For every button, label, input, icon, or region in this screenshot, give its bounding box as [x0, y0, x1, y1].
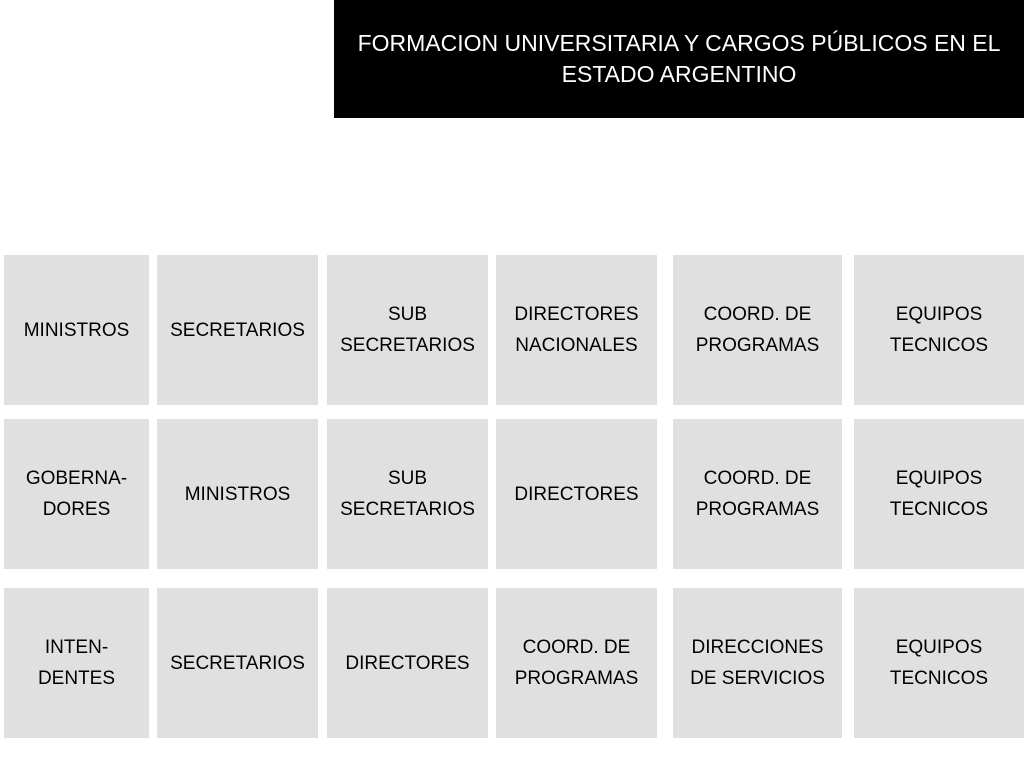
grid-cell-r2-c5 [854, 588, 1024, 738]
grid-cell-r1-c4 [673, 419, 842, 569]
cell-label: SECRETARIOS [170, 652, 305, 674]
cell-label: MINISTROS [184, 483, 291, 505]
cell-label: SUB SECRETARIOS [340, 468, 475, 520]
cell-label: COORD. DE PROGRAMAS [695, 468, 820, 520]
cell-label: EQUIPOS TECNICOS [889, 468, 989, 520]
grid-cell-r0-c2 [327, 255, 488, 405]
cell-label: SUB SECRETARIOS [340, 304, 475, 356]
grid-cell-r2-c4 [673, 588, 842, 738]
cell-label: COORD. DE PROGRAMAS [695, 304, 820, 356]
grid-cell-r1-c5 [854, 419, 1024, 569]
cell-label: COORD. DE PROGRAMAS [514, 637, 639, 689]
grid-cell-r0-c0 [4, 255, 149, 405]
grid-cell-r0-c5 [854, 255, 1024, 405]
cell-label: INTEN- DENTES [37, 637, 116, 689]
grid-cell-r2-c0 [4, 588, 149, 738]
cell-label: EQUIPOS TECNICOS [889, 304, 989, 356]
cell-label: EQUIPOS TECNICOS [889, 637, 989, 689]
cell-label: DIRECCIONES DE SERVICIOS [690, 637, 825, 689]
cell-label: DIRECTORES [514, 483, 639, 505]
grid-cell-r1-c1 [157, 419, 318, 569]
grid-cell-r0-c1 [157, 255, 318, 405]
grid-cell-r1-c2 [327, 419, 488, 569]
cell-label: GOBERNA- DORES [25, 468, 128, 520]
cell-label: SECRETARIOS [170, 319, 305, 341]
page-title: FORMACION UNIVERSITARIA Y CARGOS PÚBLICOS EN EL ESTADO ARGENTINO [357, 30, 1001, 87]
cell-label: DIRECTORES [345, 652, 470, 674]
grid-cell-r2-c2 [327, 588, 488, 738]
grid-cell-r2-c1 [157, 588, 318, 738]
grid-cell-r1-c0 [4, 419, 149, 569]
grid-cell-r1-c3 [496, 419, 657, 569]
grid-cell-r0-c4 [673, 255, 842, 405]
grid-cell-r0-c3 [496, 255, 657, 405]
cell-label: DIRECTORES NACIONALES [514, 304, 639, 356]
grid-cell-r2-c3 [496, 588, 657, 738]
cell-label: MINISTROS [23, 319, 130, 341]
